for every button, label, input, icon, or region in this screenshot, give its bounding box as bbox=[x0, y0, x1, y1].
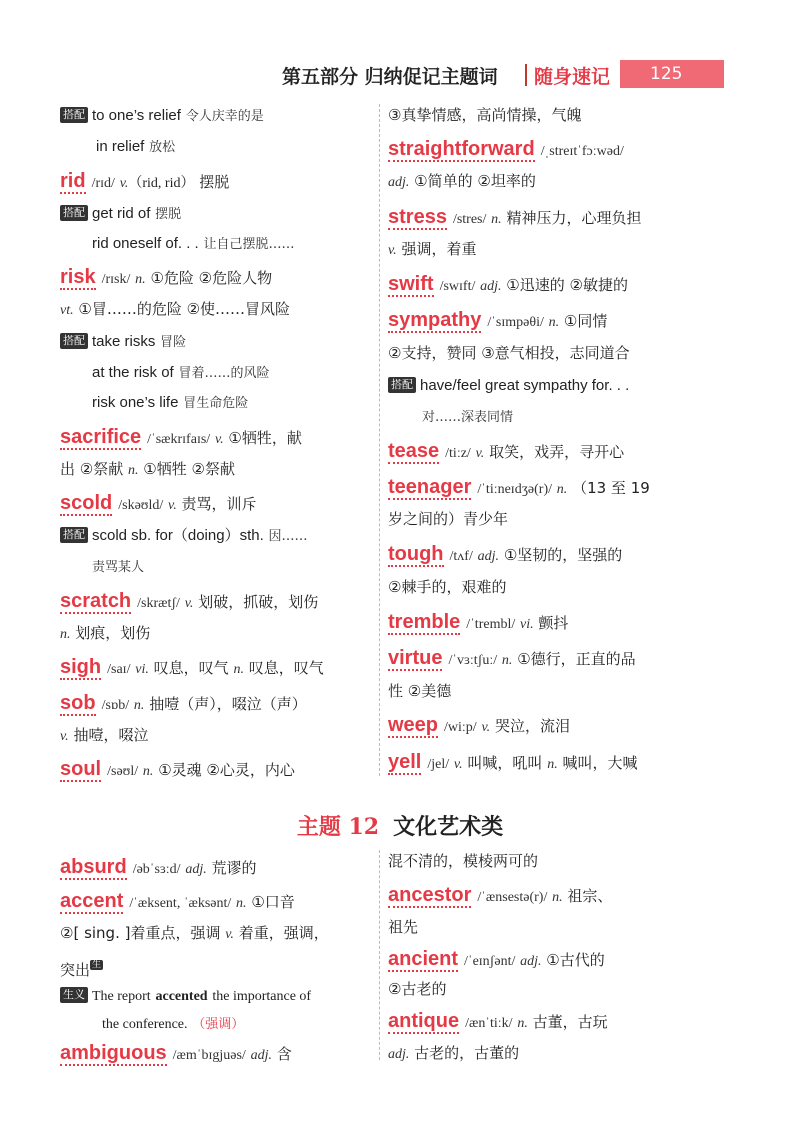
entry-sigh bbox=[60, 654, 324, 683]
headword: accent bbox=[60, 890, 124, 912]
headword: tremble bbox=[388, 611, 461, 633]
list-item bbox=[92, 553, 144, 581]
list-item bbox=[60, 296, 290, 324]
phonetic: /ˈsækrɪfaɪs/ bbox=[147, 432, 211, 447]
part-of-speech: n. bbox=[556, 482, 568, 497]
part-of-speech: v. bbox=[119, 176, 129, 191]
part-of-speech: v. bbox=[225, 927, 234, 942]
part-of-speech: adj. bbox=[480, 279, 502, 294]
definition: 含 bbox=[276, 1045, 292, 1063]
part-of-speech: adj. bbox=[520, 954, 542, 969]
list-item bbox=[60, 920, 329, 948]
definition: 精神压力，心理负担 bbox=[506, 209, 642, 227]
part-of-speech: n. bbox=[60, 627, 71, 642]
collocation-gloss: 令人庆幸的是 bbox=[185, 109, 264, 124]
definition: 抽噎（声），啜泣（声） bbox=[149, 695, 307, 713]
phonetic: /ænˈtiːk/ bbox=[465, 1016, 513, 1031]
entry-yell bbox=[388, 749, 637, 778]
phonetic: /ˈvɜːtʃuː/ bbox=[448, 653, 498, 668]
collocation-text: to one’s relief bbox=[92, 107, 181, 124]
definition: ①牺牲 ②祭献 bbox=[143, 460, 235, 478]
headword: sigh bbox=[60, 656, 102, 678]
collocation-gloss: 摆脱 bbox=[155, 207, 182, 222]
example-text: the importance of bbox=[212, 989, 312, 1004]
entry-tremble bbox=[388, 609, 568, 638]
definition: ①口音 bbox=[251, 893, 295, 911]
verb-forms: （rid, rid） bbox=[128, 176, 195, 191]
collocation-gloss: 冒生命危险 bbox=[183, 396, 249, 411]
phonetic: /tiːz/ bbox=[445, 446, 471, 461]
definition: 哭泣，流泪 bbox=[494, 717, 570, 735]
definition: ①坚韧的，坚强的 bbox=[503, 546, 623, 564]
example-gloss: （强调） bbox=[192, 1017, 245, 1032]
list-item bbox=[60, 200, 181, 228]
entry-accent bbox=[60, 888, 295, 917]
part-of-speech: n. bbox=[236, 896, 247, 911]
definition: 突出 bbox=[60, 961, 91, 979]
entry-straightforward bbox=[388, 136, 624, 165]
entry-ambiguous bbox=[60, 1040, 292, 1069]
headword: risk bbox=[60, 266, 96, 288]
entry-sob bbox=[60, 690, 307, 719]
entry-virtue bbox=[388, 645, 636, 674]
collocation-tag: 搭配 bbox=[60, 333, 88, 349]
definition: 抽噎，啜泣 bbox=[73, 726, 149, 744]
part-of-speech: n. bbox=[133, 698, 145, 713]
example-text: the conference. bbox=[102, 1017, 188, 1032]
phonetic: /saɪ/ bbox=[107, 662, 131, 677]
list-item bbox=[60, 456, 235, 484]
definition: 出 ②祭献 bbox=[60, 460, 124, 478]
list-item bbox=[388, 102, 581, 128]
list-item bbox=[92, 359, 270, 387]
part-of-speech: n. bbox=[552, 890, 563, 905]
section-title: 第五部分 归纳促记主题词 bbox=[282, 66, 498, 88]
part-of-speech: v. bbox=[60, 729, 69, 744]
definition: ①危险 ②危险人物 bbox=[150, 269, 273, 287]
part-of-speech: adj. bbox=[185, 862, 207, 877]
phonetic: /jel/ bbox=[427, 757, 450, 772]
part-of-speech: v. bbox=[184, 596, 194, 611]
theme-title: 文化艺术类 bbox=[393, 814, 504, 840]
entry-sacrifice bbox=[60, 424, 302, 453]
headword: weep bbox=[388, 714, 439, 736]
entry-stress bbox=[388, 204, 641, 233]
entry-scratch bbox=[60, 588, 318, 617]
collocation-gloss: 放松 bbox=[149, 140, 176, 155]
list-item bbox=[388, 848, 538, 874]
headword: soul bbox=[60, 758, 102, 780]
list-item bbox=[388, 168, 536, 196]
part-of-speech: v. bbox=[168, 498, 177, 513]
definition: ②[ sing. ]着重点，强调 bbox=[60, 924, 221, 942]
collocation-text: get rid of bbox=[92, 205, 151, 222]
example-keyword: accented bbox=[155, 989, 208, 1004]
list-item bbox=[388, 678, 451, 704]
definition: 混不清的，模棱两可的 bbox=[388, 852, 539, 870]
list-item bbox=[388, 372, 629, 399]
list-item bbox=[388, 574, 506, 600]
headword: sob bbox=[60, 692, 96, 714]
part-of-speech: n. bbox=[501, 653, 513, 668]
phonetic: /ˈtrembl/ bbox=[466, 617, 516, 632]
part-of-speech: v. bbox=[475, 446, 485, 461]
part-of-speech: v. bbox=[453, 757, 463, 772]
collocation-gloss: 冒着……的风险 bbox=[178, 366, 270, 381]
definition: 划痕，划伤 bbox=[75, 624, 151, 642]
collocation-text: scold sb. for（doing）sth. bbox=[92, 527, 264, 544]
phonetic: /ˈænsestə(r)/ bbox=[477, 890, 548, 905]
part-of-speech: n. bbox=[128, 463, 139, 478]
part-of-speech: vt. bbox=[60, 303, 74, 318]
entry-tease bbox=[388, 438, 624, 467]
collocation-text: take risks bbox=[92, 333, 156, 350]
definition: 划破，抓破，划伤 bbox=[198, 593, 319, 611]
collocation-gloss: 责骂某人 bbox=[92, 560, 145, 575]
list-item bbox=[60, 328, 186, 356]
header-divider bbox=[525, 64, 527, 86]
definition: ①简单的 ②坦率的 bbox=[414, 172, 536, 190]
collocation-text: rid oneself of. . . bbox=[92, 235, 199, 252]
list-item bbox=[60, 982, 311, 1010]
headword: yell bbox=[388, 751, 422, 773]
series-title: 随身速记 bbox=[534, 66, 611, 88]
definition: ①迅速的 ②敏捷的 bbox=[506, 276, 628, 294]
list-item bbox=[388, 340, 630, 366]
entry-rid bbox=[60, 168, 229, 197]
part-of-speech: n. bbox=[233, 662, 244, 677]
list-item bbox=[60, 620, 150, 648]
headword: teenager bbox=[388, 476, 472, 498]
list-item bbox=[60, 522, 308, 550]
collocation-tag: 搭配 bbox=[60, 205, 88, 221]
theme-heading bbox=[0, 810, 800, 841]
column-divider bbox=[379, 104, 380, 776]
entry-ancient bbox=[388, 946, 605, 975]
entry-sympathy bbox=[388, 307, 607, 336]
phonetic: /ˌstreɪtˈfɔːwəd/ bbox=[540, 144, 624, 159]
phonetic: /əbˈsɜːd/ bbox=[132, 862, 181, 877]
headword: sacrifice bbox=[60, 426, 142, 448]
part-of-speech: adj. bbox=[250, 1048, 272, 1063]
list-item bbox=[388, 506, 508, 532]
phonetic: /rɪsk/ bbox=[101, 272, 131, 287]
part-of-speech: vi. bbox=[520, 617, 534, 632]
definition: ①德行，正直的品 bbox=[517, 650, 636, 668]
phonetic: /sɒb/ bbox=[101, 698, 130, 713]
headword: stress bbox=[388, 206, 447, 228]
phonetic: /tʌf/ bbox=[449, 549, 473, 564]
definition: ①同情 bbox=[563, 312, 608, 330]
entry-teenager bbox=[388, 474, 650, 503]
new-meaning-badge: 生 bbox=[92, 960, 102, 970]
entry-swift bbox=[388, 271, 628, 300]
headword: ambiguous bbox=[60, 1042, 167, 1064]
part-of-speech: v. bbox=[214, 432, 224, 447]
list-item bbox=[388, 976, 446, 1002]
part-of-speech: n. bbox=[548, 315, 560, 330]
list-item bbox=[92, 389, 248, 417]
part-of-speech: n. bbox=[491, 212, 502, 227]
column-divider bbox=[379, 850, 380, 1060]
entry-weep bbox=[388, 712, 570, 741]
part-of-speech: n. bbox=[547, 757, 558, 772]
headword: rid bbox=[60, 170, 86, 192]
definition: ①古代的 bbox=[546, 951, 605, 969]
definition: 强调，着重 bbox=[401, 240, 477, 258]
entry-antique bbox=[388, 1008, 608, 1037]
collocation-gloss: 冒险 bbox=[160, 335, 187, 350]
entry-soul bbox=[60, 756, 295, 785]
headword: straightforward bbox=[388, 138, 535, 160]
list-item bbox=[60, 102, 264, 130]
list-item bbox=[60, 722, 148, 750]
definition: ②棘手的，艰难的 bbox=[388, 578, 507, 596]
headword: ancient bbox=[388, 948, 459, 970]
phonetic: /səʊl/ bbox=[107, 764, 139, 779]
part-of-speech: v. bbox=[388, 243, 397, 258]
page-header bbox=[0, 60, 800, 90]
entry-risk bbox=[60, 264, 272, 293]
part-of-speech: adj. bbox=[477, 549, 500, 564]
definition: 岁之间的）青少年 bbox=[388, 510, 509, 528]
headword: virtue bbox=[388, 647, 443, 669]
headword: sympathy bbox=[388, 309, 482, 331]
definition: ②支持，赞同 ③意气相投，志同道合 bbox=[388, 344, 630, 362]
example-text: The report bbox=[92, 989, 151, 1004]
definition: 着重，强调， bbox=[238, 924, 329, 942]
part-of-speech: n. bbox=[142, 764, 154, 779]
phonetic: /ˈeɪnʃənt/ bbox=[464, 954, 516, 969]
phonetic: /rɪd/ bbox=[91, 176, 115, 191]
headword: swift bbox=[388, 273, 434, 295]
definition: （13 至 19 bbox=[572, 479, 650, 497]
phonetic: /æmˈbɪgjuəs/ bbox=[172, 1048, 246, 1063]
definition: 叹息，叹气 bbox=[248, 659, 324, 677]
part-of-speech: adj. bbox=[388, 1047, 410, 1062]
list-item bbox=[92, 230, 295, 258]
phonetic: /ˈæksent, ˈæksənt/ bbox=[129, 896, 232, 911]
entry-ancestor bbox=[388, 882, 612, 911]
list-item bbox=[388, 1040, 519, 1068]
definition: 责骂，训斥 bbox=[181, 495, 257, 513]
definition: ①灵魂 ②心灵，内心 bbox=[158, 761, 295, 779]
phonetic: /skrætʃ/ bbox=[137, 596, 180, 611]
definition: 颤抖 bbox=[538, 614, 569, 632]
phonetic: /swɪft/ bbox=[439, 279, 476, 294]
phonetic: /stres/ bbox=[452, 212, 487, 227]
definition: 叫喊，吼叫 bbox=[467, 754, 543, 772]
list-item bbox=[102, 1010, 244, 1038]
part-of-speech: vi. bbox=[135, 662, 149, 677]
collocation-gloss: 对……深表同情 bbox=[422, 410, 514, 425]
definition: 祖宗、 bbox=[567, 887, 613, 905]
list-item bbox=[388, 236, 476, 264]
part-of-speech: n. bbox=[517, 1016, 528, 1031]
definition: ①冒……的危险 ②使……冒风险 bbox=[78, 300, 291, 318]
list-item bbox=[96, 133, 175, 161]
list-item bbox=[422, 403, 513, 431]
collocation-gloss: 让自己摆脱…… bbox=[203, 237, 295, 252]
headword: scratch bbox=[60, 590, 132, 612]
definition: ③真挚情感，高尚情操，气魄 bbox=[388, 106, 582, 124]
entry-tough bbox=[388, 541, 622, 570]
entry-scold bbox=[60, 490, 257, 519]
collocation-tag: 搭配 bbox=[60, 527, 88, 543]
collocation-tag: 搭配 bbox=[388, 377, 416, 393]
phonetic: /skəʊld/ bbox=[118, 498, 164, 513]
definition: 古董，古玩 bbox=[532, 1013, 608, 1031]
definition: 性 ②美德 bbox=[388, 682, 452, 700]
phonetic: /wiːp/ bbox=[444, 720, 477, 735]
definition: 古老的，古董的 bbox=[414, 1044, 520, 1062]
definition: ②古老的 bbox=[388, 980, 447, 998]
part-of-speech: v. bbox=[481, 720, 491, 735]
headword: scold bbox=[60, 492, 113, 514]
new-meaning-tag: 生义 bbox=[60, 987, 88, 1003]
part-of-speech: n. bbox=[135, 272, 146, 287]
part-of-speech: adj. bbox=[388, 175, 410, 190]
definition: 喊叫，大喊 bbox=[562, 754, 638, 772]
list-item bbox=[60, 952, 103, 983]
collocation-text: risk one’s life bbox=[92, 394, 179, 411]
collocation-gloss: 因…… bbox=[268, 529, 308, 544]
theme-number: 主题 12 bbox=[296, 814, 380, 840]
headword: tough bbox=[388, 543, 444, 565]
phonetic: /ˈtiːneɪdʒə(r)/ bbox=[477, 482, 553, 497]
definition: 取笑，戏弄，寻开心 bbox=[489, 443, 625, 461]
headword: tease bbox=[388, 440, 440, 462]
headword: antique bbox=[388, 1010, 460, 1032]
definition: 叹息，叹气 bbox=[153, 659, 229, 677]
list-item bbox=[388, 914, 418, 940]
headword: ancestor bbox=[388, 884, 472, 906]
definition: 摆脱 bbox=[199, 173, 230, 191]
definition: 荒谬的 bbox=[211, 859, 257, 877]
collocation-text: have/feel great sympathy for. . . bbox=[420, 377, 630, 394]
definition: 祖先 bbox=[388, 918, 419, 936]
entry-absurd bbox=[60, 854, 257, 883]
headword: absurd bbox=[60, 856, 127, 878]
definition: ①牺牲，献 bbox=[228, 429, 302, 447]
collocation-tag: 搭配 bbox=[60, 107, 88, 123]
collocation-text: in relief bbox=[96, 138, 145, 155]
page-number: 125 bbox=[650, 64, 683, 84]
collocation-text: at the risk of bbox=[92, 364, 174, 381]
phonetic: /ˈsɪmpəθi/ bbox=[487, 315, 544, 330]
